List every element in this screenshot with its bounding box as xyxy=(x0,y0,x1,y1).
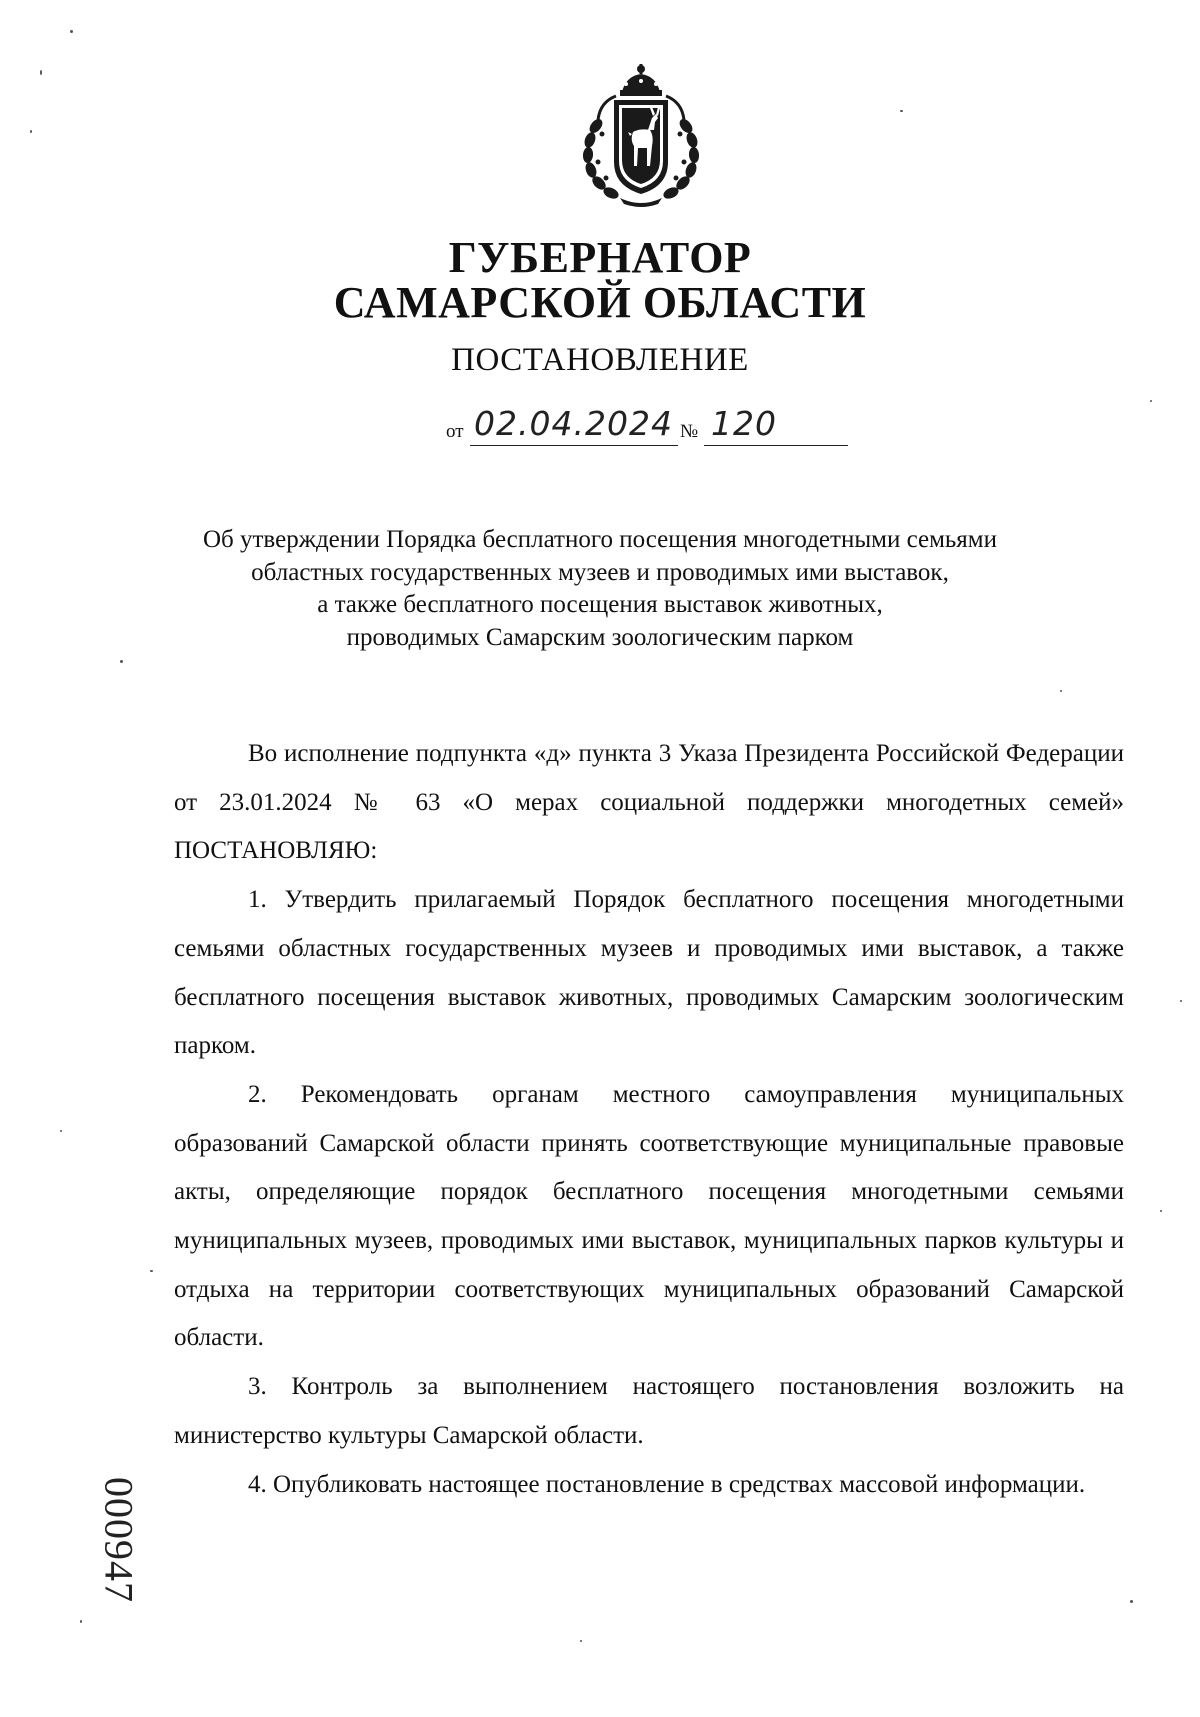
samara-oblast-coat-of-arms-icon xyxy=(570,62,712,208)
document-subject xyxy=(150,524,1050,654)
clause-2: 2. Рекомендовать органам местного самоуправления муниципальных образований Самарской области принять соответствующие муниципальные правовые акты, определяющие порядок бесплатного посещения многодетными семьями муниципальных музеев, проводимых ими выставок, муниципальных парков культуры и отдыха на территории соответствующих муниципальных образований Самарской области. xyxy=(174,1080,1124,1352)
number-sign: № xyxy=(680,421,699,442)
date-prefix: от xyxy=(446,421,464,442)
number-underline xyxy=(704,445,848,446)
date-underline xyxy=(470,445,678,446)
subject-line: проводимых Самарским зоологическим парком xyxy=(346,623,854,651)
clause-4: 4. Опубликовать настоящее постановление в средствах массовой информации. xyxy=(248,1470,1086,1498)
clause-3: 3. Контроль за выполнением настоящего постановления возложить на министерство культуры Самарской области. xyxy=(174,1373,1124,1449)
subject-line: Об утверждении Порядка бесплатного посещения многодетными семьями xyxy=(202,526,997,553)
subject-line: областных государственных музеев и проводимых ими выставок, xyxy=(251,558,949,586)
preamble-paragraph: Во исполнение подпункта «д» пункта 3 Указа Президента Российской Федерации от 23.01.2024 № 63 «О мерах социальной поддержки многодетных семей» ПОСТАНОВЛЯЮ: xyxy=(174,740,1124,865)
org-title-line2: САМАРСКОЙ ОБЛАСТИ xyxy=(333,278,867,327)
date-number-line xyxy=(446,404,866,450)
handwritten-date: 02.04.2024 xyxy=(474,404,673,443)
document-body xyxy=(174,730,1124,1509)
document-type: ПОСТАНОВЛЕНИЕ xyxy=(451,342,749,378)
clause-1: 1. Утвердить прилагаемый Порядок бесплатного посещения многодетными семьями областных государственных музеев и проводимых ими выставок, а также бесплатного посещения выставок животных, проводимых Самарским зоологическим парком. xyxy=(174,886,1124,1060)
subject-line: а также бесплатного посещения выставок животных, xyxy=(317,591,883,618)
margin-serial-number: 000947 xyxy=(96,1477,142,1603)
handwritten-number: 120 xyxy=(711,404,777,443)
org-title-line1: ГУБЕРНАТОР xyxy=(448,233,752,282)
